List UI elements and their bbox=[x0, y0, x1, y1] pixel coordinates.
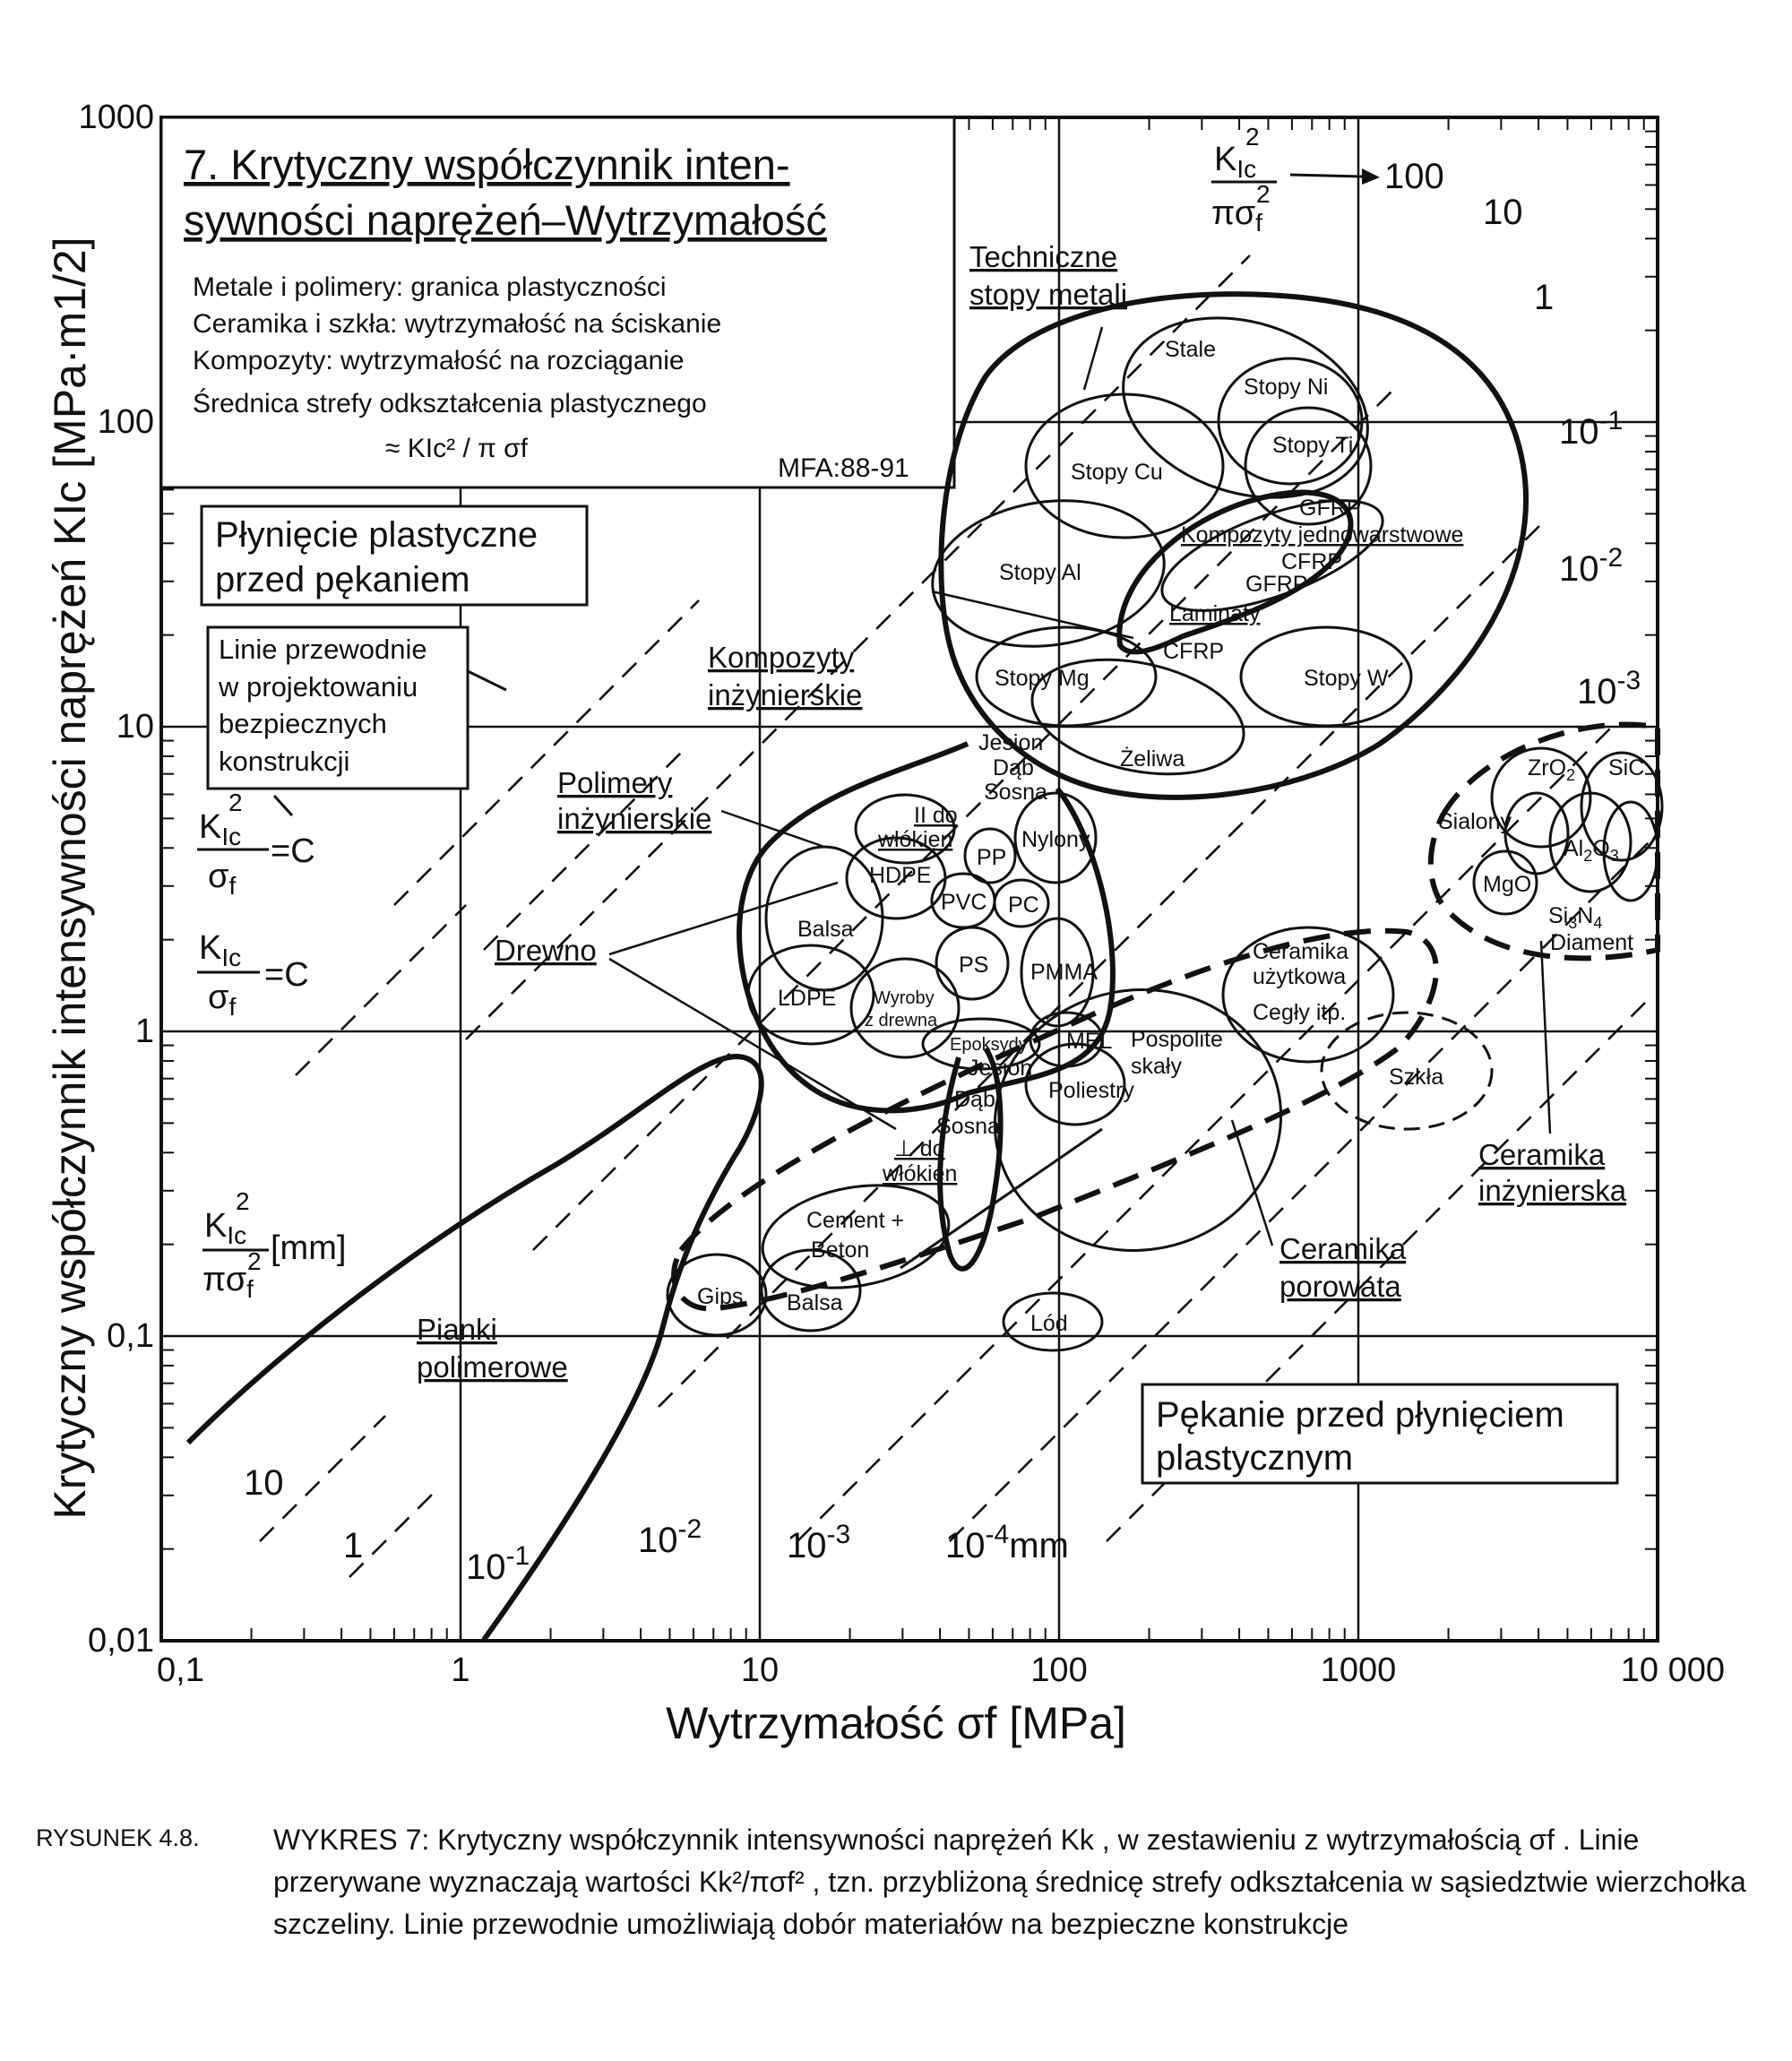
svg-text:10-3 bbox=[1577, 666, 1641, 711]
line-value-10: 10 bbox=[1483, 193, 1523, 232]
group-label-polymers: inżynierskie bbox=[557, 802, 712, 835]
guide-sigma: σ bbox=[1234, 194, 1256, 232]
guide-sigma: σ bbox=[208, 979, 229, 1016]
yield-region-line-2: przed pękaniem bbox=[215, 560, 470, 599]
info-line-5: ≈ KIc² / π σf bbox=[385, 434, 529, 463]
guide-eqc: =C bbox=[264, 956, 309, 994]
guide-sq: 2 bbox=[1256, 180, 1271, 208]
guideline-arrow bbox=[274, 796, 292, 815]
material-label-sub: 2 bbox=[1566, 766, 1576, 784]
material-label: N bbox=[1577, 903, 1594, 928]
material-label: Sialony bbox=[1438, 809, 1512, 834]
guide-ic: Ic bbox=[227, 1221, 247, 1249]
material-label: Kompozyty jednowarstwowe bbox=[1181, 522, 1464, 548]
group-label-eng-ceramics: Ceramika bbox=[1478, 1138, 1606, 1171]
material-label: PVC bbox=[941, 890, 987, 915]
caption-text: WYKRES 7: Krytyczny współczynnik intensywności naprężeń Kk , w zestawieniu z wytrzymałością σf . Linie przerywane wyznaczają wartości Kk²/πσf² , tzn. przybliżoną średnicę strefy odkształcenia w sąsiedztwie wierzchołka szczeliny. Linie przewodnie umożliwiają dobór materiałów na bezpieczne konstrukcje bbox=[273, 1824, 1746, 1940]
material-label: Ceramika bbox=[1253, 939, 1348, 964]
material-label: Beton bbox=[811, 1237, 870, 1263]
material-label: Stopy Al bbox=[999, 560, 1081, 585]
svg-text:10-1 bbox=[1559, 406, 1623, 452]
material-label: PC bbox=[1008, 893, 1039, 918]
material-label: z drewna bbox=[865, 1011, 938, 1030]
material-label: Stale bbox=[1165, 337, 1216, 362]
x-tick-label: 1 bbox=[451, 1651, 470, 1689]
material-label: Stopy Ni bbox=[1244, 375, 1329, 400]
material-label: Lód bbox=[1030, 1311, 1068, 1336]
guide-ic: Ic bbox=[1236, 155, 1257, 183]
line-value-exp: -1 bbox=[1598, 406, 1624, 435]
material-label-sub: 3 bbox=[1568, 914, 1578, 932]
sialony-envelope bbox=[1505, 793, 1568, 874]
guide-mm: [mm] bbox=[271, 1229, 347, 1267]
line-value-exp: -3 bbox=[1616, 666, 1641, 695]
material-label: skały bbox=[1131, 1054, 1182, 1079]
guide-formula-k-sigma bbox=[197, 929, 309, 1021]
material-label: GFRP bbox=[1299, 496, 1362, 521]
dashed-line bbox=[296, 905, 466, 1075]
material-label: Wyroby bbox=[874, 988, 935, 1008]
group-label-foams: polimerowe bbox=[417, 1350, 568, 1384]
guide-formula-top bbox=[1211, 123, 1380, 237]
line-value-100: 100 bbox=[1384, 157, 1444, 196]
group-label-wood: Drewno bbox=[495, 934, 597, 967]
material-label: II do bbox=[914, 803, 958, 828]
guide-sq: 2 bbox=[236, 1187, 250, 1215]
material-label: użytkowa bbox=[1253, 964, 1347, 989]
material-label: Epoksydy bbox=[950, 1035, 1028, 1055]
line-value-exp: -1 bbox=[505, 1541, 530, 1571]
svg-text:πσf bbox=[1211, 194, 1262, 237]
guide-ic: Ic bbox=[221, 944, 242, 971]
group-label-metals: Techniczne bbox=[969, 240, 1118, 273]
guideline-arrow bbox=[466, 670, 506, 690]
svg-text:10-4mm bbox=[945, 1520, 1069, 1565]
material-label-sub: 3 bbox=[1609, 847, 1619, 865]
material-label: Al bbox=[1564, 836, 1584, 861]
material-label: Dąb bbox=[993, 755, 1034, 780]
guide-sq: 2 bbox=[228, 789, 243, 816]
line-value-10: 10 bbox=[638, 1521, 678, 1560]
group-label-metals: stopy metali bbox=[969, 278, 1128, 311]
svg-text:10-2 bbox=[638, 1514, 702, 1560]
material-label: Sosna bbox=[984, 780, 1047, 805]
guidelines-line-3: bezpiecznych bbox=[219, 708, 387, 739]
x-axis-label: Wytrzymałość σf [MPa] bbox=[666, 1698, 1126, 1748]
line-value-10: 10 bbox=[945, 1526, 986, 1565]
guide-f: f bbox=[246, 1275, 254, 1303]
source-note: MFA:88-91 bbox=[778, 453, 909, 483]
material-label: Stopy Mg bbox=[995, 666, 1090, 691]
guide-f: f bbox=[228, 872, 237, 900]
guide-k: K bbox=[1214, 141, 1237, 178]
material-label: Laminaty bbox=[1169, 601, 1261, 626]
y-tick-label: 100 bbox=[97, 403, 154, 441]
y-tick-label: 1 bbox=[134, 1013, 154, 1050]
x-tick-label: 100 bbox=[1030, 1651, 1088, 1689]
y-axis-label: Krytyczny współczynnik intensywności naprężeń KIc [MPa·m1/2] bbox=[45, 237, 95, 1520]
svg-text:KIc bbox=[199, 929, 241, 971]
svg-text:ZrO2 bbox=[1528, 755, 1575, 784]
line-value-10: 10 bbox=[787, 1526, 827, 1565]
material-label: Cement + bbox=[806, 1208, 905, 1233]
guide-f: f bbox=[1255, 209, 1262, 237]
svg-text:πσf bbox=[202, 1261, 254, 1303]
material-label: SiC bbox=[1608, 755, 1645, 780]
line-value-1: 1 bbox=[343, 1526, 364, 1565]
guide-arrow-head bbox=[1362, 168, 1380, 185]
material-label: Balsa bbox=[797, 917, 854, 942]
line-value-10: 10 bbox=[466, 1548, 506, 1587]
guidelines-line-2: w projektowaniu bbox=[219, 671, 418, 703]
material-label: MgO bbox=[1483, 872, 1532, 897]
line-value-exp: -3 bbox=[826, 1520, 851, 1549]
x-tick-label: 10 000 bbox=[1620, 1651, 1725, 1689]
group-label-foams: Pianki bbox=[417, 1313, 497, 1346]
group-label-composites: Kompozyty bbox=[708, 641, 855, 674]
line-value-10: 10 bbox=[1559, 412, 1599, 452]
guide-k: K bbox=[204, 1207, 228, 1245]
line-value-1: 1 bbox=[1534, 278, 1555, 317]
x-tick-label: 1000 bbox=[1320, 1651, 1397, 1689]
group-label-porous: porowata bbox=[1279, 1270, 1401, 1303]
guide-sigma: σ bbox=[225, 1261, 247, 1298]
guide-sigma: σ bbox=[208, 858, 229, 895]
material-label: Poliestry bbox=[1048, 1078, 1134, 1103]
material-label: Szkła bbox=[1389, 1065, 1444, 1090]
svg-text:10-3 bbox=[787, 1520, 850, 1565]
y-tick-label: 0,01 bbox=[88, 1622, 154, 1660]
material-label: MEL bbox=[1066, 1029, 1113, 1054]
material-label: Dąb bbox=[954, 1087, 995, 1112]
material-label: PP bbox=[977, 845, 1007, 870]
group-label-polymers: Polimery bbox=[557, 766, 673, 799]
line-value-exp: -4 bbox=[985, 1520, 1010, 1549]
material-label: Cegły itp. bbox=[1253, 1000, 1347, 1025]
material-label-sub: 4 bbox=[1593, 914, 1603, 932]
fracture-region-line-1: Pękanie przed płynięciem bbox=[1156, 1395, 1564, 1435]
guide-sq: 2 bbox=[1245, 123, 1260, 151]
info-line-3: Kompozyty: wytrzymałość na rozciąganie bbox=[193, 346, 685, 375]
material-label: ZrO bbox=[1528, 755, 1567, 780]
figure-number: RYSUNEK 4.8. bbox=[36, 1824, 200, 1851]
chart-title-line-1: 7. Krytyczny współczynnik inten- bbox=[184, 141, 790, 188]
material-label: PMMA bbox=[1030, 960, 1098, 985]
leader-line bbox=[1232, 1120, 1272, 1246]
material-label: Jesion bbox=[968, 1056, 1033, 1081]
svg-text:10-1 bbox=[466, 1541, 530, 1587]
material-label: Stopy Ti bbox=[1272, 433, 1354, 458]
line-value-10: 10 bbox=[1559, 549, 1599, 589]
guide-sq: 2 bbox=[247, 1247, 262, 1275]
line-value-exp: -2 bbox=[677, 1514, 702, 1544]
line-value-10: 10 bbox=[1577, 672, 1617, 711]
guide-ic: Ic bbox=[221, 823, 242, 850]
svg-text:σf bbox=[208, 858, 236, 900]
material-label: Żeliwa bbox=[1120, 746, 1185, 772]
material-label: Stopy Cu bbox=[1071, 460, 1163, 485]
material-label: CFRP bbox=[1281, 549, 1343, 574]
wyroby-envelope bbox=[851, 959, 959, 1057]
svg-text:10-2 bbox=[1559, 543, 1623, 589]
material-label: Balsa bbox=[787, 1290, 843, 1315]
material-label: włókien bbox=[883, 1161, 958, 1186]
guide-formula-k2-sigma bbox=[197, 789, 315, 900]
guide-pi: π bbox=[1211, 194, 1235, 232]
svg-text:σf bbox=[208, 979, 236, 1021]
guide-formula-mm bbox=[202, 1187, 346, 1303]
guidelines-line-4: konstrukcji bbox=[219, 746, 350, 777]
guide-arrow-line bbox=[1290, 175, 1362, 177]
guidelines-line-1: Linie przewodnie bbox=[219, 634, 427, 665]
material-label: HDPE bbox=[869, 863, 932, 888]
info-line-1: Metale i polimery: granica plastyczności bbox=[193, 272, 667, 302]
y-tick-label: 10 bbox=[116, 708, 154, 746]
material-label: Nylony bbox=[1021, 827, 1090, 852]
yield-region-line-1: Płynięcie plastyczne bbox=[215, 515, 538, 555]
material-label: CFRP bbox=[1163, 639, 1225, 664]
group-label-porous: Ceramika bbox=[1279, 1232, 1407, 1265]
material-label: Gips bbox=[697, 1284, 744, 1309]
chart-title-line-2: sywności naprężeń–Wytrzymałość bbox=[184, 196, 827, 244]
info-line-2: Ceramika i szkła: wytrzymałość na ściskanie bbox=[193, 309, 722, 339]
guide-k: K bbox=[199, 929, 222, 967]
fracture-region-line-2: plastycznym bbox=[1156, 1438, 1354, 1478]
leader-line bbox=[609, 959, 896, 1129]
y-tick-label: 1000 bbox=[78, 99, 154, 136]
material-label: włókien bbox=[878, 827, 953, 852]
stale-envelope bbox=[1099, 288, 1391, 527]
material-label: Jesion bbox=[978, 730, 1044, 755]
guide-eqc: =C bbox=[271, 832, 315, 870]
guide-f: f bbox=[228, 993, 237, 1021]
material-label: Pospolite bbox=[1131, 1027, 1223, 1052]
y-tick-label: 0,1 bbox=[107, 1317, 154, 1355]
material-label: O bbox=[1592, 836, 1610, 861]
group-label-composites: inżynierskie bbox=[708, 678, 863, 711]
guide-pi: π bbox=[202, 1261, 226, 1298]
material-label: ⊥ do bbox=[894, 1136, 945, 1161]
svg-text:Si3N4 bbox=[1548, 903, 1602, 932]
material-label: LDPE bbox=[778, 986, 837, 1011]
material-label: Diament bbox=[1550, 930, 1634, 955]
material-label: Si bbox=[1548, 903, 1569, 928]
guide-k: K bbox=[199, 808, 222, 846]
x-tick-label: 0,1 bbox=[157, 1651, 204, 1689]
line-value-10: 10 bbox=[244, 1463, 284, 1503]
x-tick-labels bbox=[157, 1651, 1725, 1689]
leader-line bbox=[1084, 327, 1102, 390]
material-label: GFRP bbox=[1245, 572, 1308, 597]
material-label: PS bbox=[959, 953, 989, 978]
x-tick-label: 10 bbox=[740, 1651, 780, 1689]
material-label: Sosna bbox=[936, 1114, 1000, 1139]
line-value-exp: -2 bbox=[1598, 543, 1624, 573]
line-value-unit: mm bbox=[1009, 1526, 1069, 1565]
info-line-4: Średnica strefy odkształcenia plastycznego bbox=[193, 389, 707, 418]
material-label: Stopy W bbox=[1304, 666, 1389, 691]
group-label-eng-ceramics: inżynierska bbox=[1478, 1174, 1627, 1207]
material-label-sub: 2 bbox=[1583, 847, 1593, 865]
